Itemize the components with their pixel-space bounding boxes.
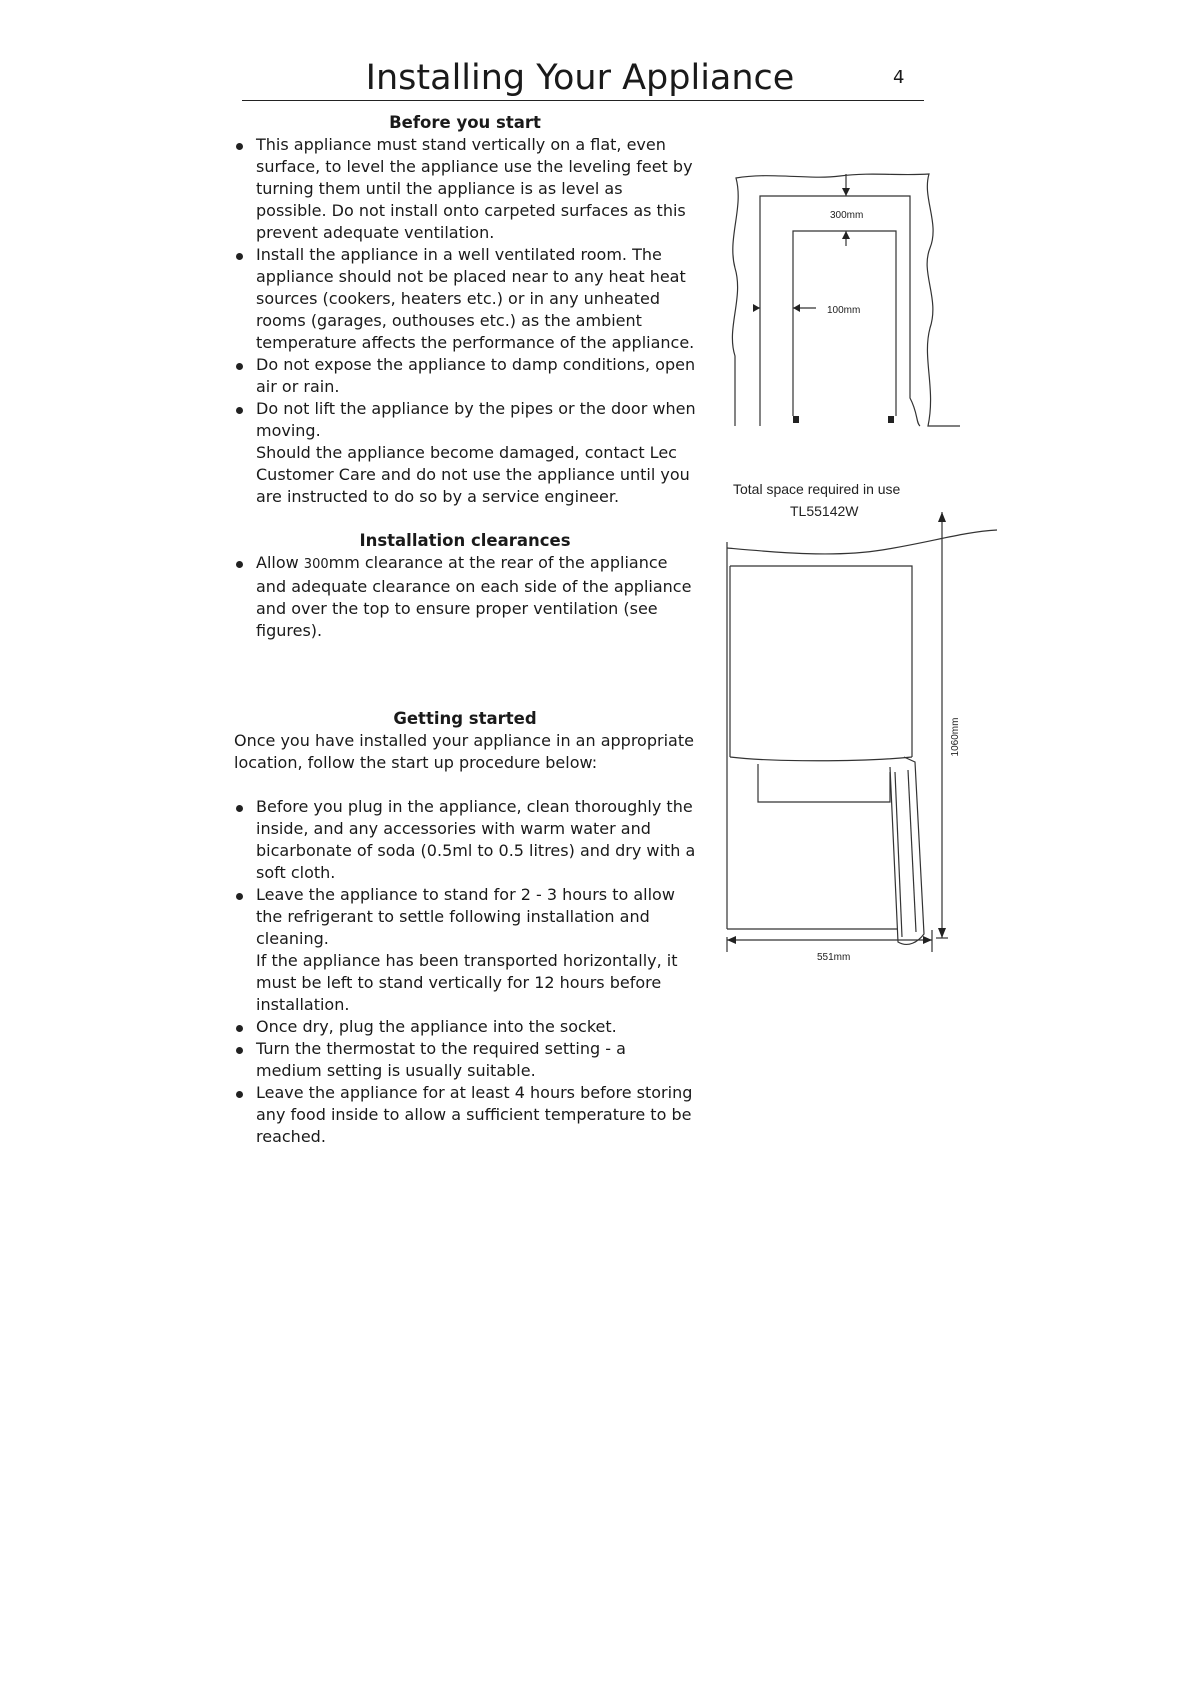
getting-started-list (234, 796, 696, 1148)
getting-started-heading: Getting started (393, 709, 537, 728)
list-item (234, 552, 696, 642)
transport-note: If the appliance has been transported horizontally, it must be left to stand vertically for 12 hours before installation. (256, 951, 678, 1014)
list-item: Before you plug in the appliance, clean thoroughly the inside, and any accessories with warm water and bicarbonate of soda (0.5ml to 0.5 litres) and dry with a soft cloth. (234, 796, 696, 884)
width-label: 551mm (817, 952, 851, 962)
list-item: This appliance must stand vertically on a flat, even surface, to level the appliance use the leveling feet by turning them until the appliance is as level as possible. Do not install onto carpeted surfaces as this prevent adequate ventilation. (234, 134, 696, 244)
height-label: 1060mm (950, 717, 961, 757)
list-item (234, 398, 696, 508)
clearance-text: mm clearance at the rear of the appliance and adequate clearance on each side of the appliance and over the top to ensure proper ventilation (see figures). (256, 553, 692, 640)
list-item: Leave the appliance for at least 4 hours before storing any food inside to allow a sufficient temperature to be reached. (234, 1082, 696, 1148)
list-item-text: Leave the appliance to stand for 2 - 3 hours to allow the refrigerant to settle following installation and cleaning. (256, 885, 675, 948)
before-you-start-list (234, 134, 696, 508)
list-item: Do not expose the appliance to damp conditions, open air or rain. (234, 354, 696, 398)
total-space-diagram (712, 512, 1002, 962)
page-number: 4 (893, 67, 905, 88)
clearance-diagram (730, 168, 970, 433)
damage-note: Should the appliance become damaged, contact Lec Customer Care and do not use the appliance until you are instructed to do so by a service engineer. (256, 443, 690, 506)
page-title: Installing Your Appliance (365, 58, 795, 98)
model-number: TL55142W (790, 503, 859, 519)
main-text-column (234, 112, 696, 1148)
before-you-start-heading: Before you start (389, 113, 541, 132)
clearances-list (234, 552, 696, 642)
getting-started-intro: Once you have installed your appliance in an appropriate location, follow the start up procedure below: (234, 731, 694, 772)
list-item (234, 884, 696, 1016)
side-gap-label: 100mm (827, 305, 861, 316)
dimensions-caption: Total space required in use (733, 481, 901, 497)
clearance-prefix: Allow (256, 553, 304, 572)
installation-clearances-heading: Installation clearances (359, 531, 571, 550)
list-item-text: Do not lift the appliance by the pipes or the door when moving. (256, 399, 696, 440)
header-divider (242, 100, 924, 101)
list-item: Install the appliance in a well ventilated room. The appliance should not be placed near to any heat heat sources (cookers, heaters etc.) or in any unheated rooms (garages, outhouses etc.) as the ambient temperature affects the performance of the appliance. (234, 244, 696, 354)
list-item: Once dry, plug the appliance into the socket. (234, 1016, 696, 1038)
top-gap-label: 300mm (830, 210, 864, 221)
clearance-amount: 300 (303, 557, 329, 572)
list-item: Turn the thermostat to the required setting - a medium setting is usually suitable. (234, 1038, 696, 1082)
